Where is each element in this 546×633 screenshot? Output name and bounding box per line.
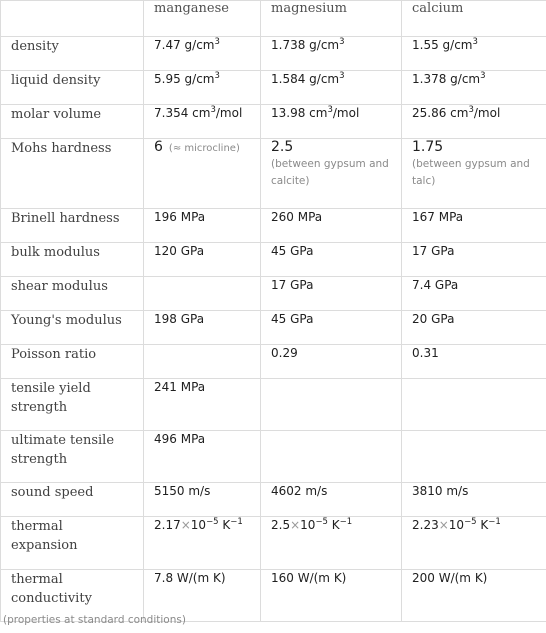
cell-manganese-molar-volume: 7.354 $cm^3$/mol	[144, 105, 261, 139]
table-cell: 0.29	[261, 345, 402, 379]
table-row	[1, 431, 546, 483]
cell-manganese-density: 7.47 $g/cm^3$	[144, 37, 261, 71]
table-cell: 198 GPa	[144, 311, 261, 345]
row-label: sound speed	[1, 483, 144, 517]
table-row	[1, 277, 546, 311]
table-cell: 7.8 W/(m K)	[144, 570, 261, 622]
table-cell	[144, 277, 261, 311]
row-label: Poisson ratio	[1, 345, 144, 379]
row-label: molar volume	[1, 105, 144, 139]
cell-magnesium-thermal-expansion: $2.5\times 10^{-5}$ $K^{-1}$	[261, 517, 402, 570]
cell-calcium-density: 1.55 $g/cm^3$	[402, 37, 546, 71]
table-cell: 260 MPa	[261, 209, 402, 243]
table-cell: 496 MPa	[144, 431, 261, 483]
cell-manganese-liquid-density: 5.95 $g/cm^3$	[144, 71, 261, 105]
table-row	[1, 243, 546, 277]
cell-calcium-molar-volume: 25.86 $cm^3$/mol	[402, 105, 546, 139]
cell-manganese-mohs: 6 (≈ microcline)	[144, 139, 261, 209]
table-cell	[261, 379, 402, 431]
table-cell: 20 GPa	[402, 311, 546, 345]
cell-magnesium-liquid-density: 1.584 $g/cm^3$	[261, 71, 402, 105]
table-cell: 45 GPa	[261, 243, 402, 277]
footnote: (properties at standard conditions)	[3, 614, 186, 626]
table-cell: 4602 m/s	[261, 483, 402, 517]
table-row	[1, 71, 546, 105]
header-row	[1, 1, 546, 37]
cell-magnesium-density: 1.738 $g/cm^3$	[261, 37, 402, 71]
header-magnesium: magnesium	[261, 1, 402, 37]
table-row	[1, 139, 546, 209]
row-label: Young's modulus	[1, 311, 144, 345]
cell-calcium-mohs: 1.75 (between gypsum and talc)	[402, 139, 546, 209]
cell-calcium-thermal-expansion: $2.23\times 10^{-5}$ $K^{-1}$	[402, 517, 546, 570]
table-row	[1, 311, 546, 345]
row-label: thermal conductivity	[1, 570, 144, 622]
row-label: liquid density	[1, 71, 144, 105]
cell-manganese-thermal-expansion: $2.17\times 10^{-5}$ $K^{-1}$	[144, 517, 261, 570]
row-label: tensile yield strength	[1, 379, 144, 431]
table-cell: 200 W/(m K)	[402, 570, 546, 622]
row-label: Mohs hardness	[1, 139, 144, 209]
table-row	[1, 209, 546, 243]
table-cell: 45 GPa	[261, 311, 402, 345]
cell-magnesium-molar-volume: 13.98 $cm^3$/mol	[261, 105, 402, 139]
header-manganese: manganese	[144, 1, 261, 37]
cell-calcium-liquid-density: 1.378 $g/cm^3$	[402, 71, 546, 105]
table-cell: 5150 m/s	[144, 483, 261, 517]
table-row	[1, 483, 546, 517]
table-cell	[402, 379, 546, 431]
table-row	[1, 345, 546, 379]
table-cell: 3810 m/s	[402, 483, 546, 517]
table-cell	[144, 345, 261, 379]
row-label: ultimate tensile strength	[1, 431, 144, 483]
table-row	[1, 105, 546, 139]
table-cell	[402, 431, 546, 483]
header-calcium: calcium	[402, 1, 546, 37]
header-blank	[1, 1, 144, 37]
table-cell	[261, 431, 402, 483]
table-cell: 196 MPa	[144, 209, 261, 243]
table-cell: 241 MPa	[144, 379, 261, 431]
table-cell: 0.31	[402, 345, 546, 379]
table-row	[1, 517, 546, 570]
cell-magnesium-mohs: 2.5 (between gypsum and calcite)	[261, 139, 402, 209]
row-label: shear modulus	[1, 277, 144, 311]
table-cell: 167 MPa	[402, 209, 546, 243]
table-cell: 7.4 GPa	[402, 277, 546, 311]
table-cell: 160 W/(m K)	[261, 570, 402, 622]
row-label: density	[1, 37, 144, 71]
table-cell: 17 GPa	[261, 277, 402, 311]
row-label: thermal expansion	[1, 517, 144, 570]
row-label: Brinell hardness	[1, 209, 144, 243]
table-row	[1, 37, 546, 71]
table-row	[1, 379, 546, 431]
table-cell: 120 GPa	[144, 243, 261, 277]
table-cell: 17 GPa	[402, 243, 546, 277]
row-label: bulk modulus	[1, 243, 144, 277]
